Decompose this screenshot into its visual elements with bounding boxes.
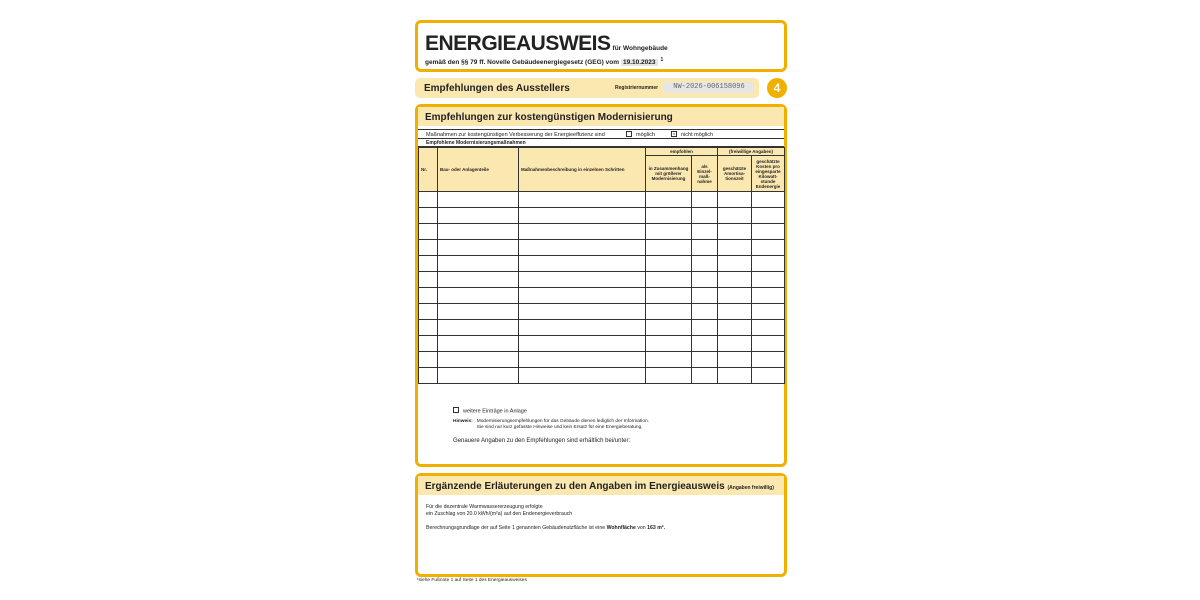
header-component: Bau- oder Anlagenteile xyxy=(438,148,519,192)
table-cell[interactable] xyxy=(419,256,438,272)
checked-checkbox-icon[interactable]: x xyxy=(673,130,675,136)
checkbox-icon[interactable] xyxy=(453,407,459,413)
explanations-section xyxy=(415,473,787,577)
table-cell[interactable] xyxy=(519,336,646,352)
table-cell[interactable] xyxy=(438,352,519,368)
header-description: Maßnahmenbeschreibung in einzelnen Schritten xyxy=(519,148,646,192)
note-line-1: Modernisierungsempfehlungen für das Gebäude dienen lediglich der Information. xyxy=(476,419,649,424)
table-cell[interactable] xyxy=(438,208,519,224)
table-cell[interactable] xyxy=(692,208,718,224)
table-cell[interactable] xyxy=(419,272,438,288)
checkbox-icon[interactable] xyxy=(626,131,632,137)
table-cell[interactable] xyxy=(438,336,519,352)
table-cell[interactable] xyxy=(519,272,646,288)
table-cell[interactable] xyxy=(752,368,785,384)
option-possible[interactable]: möglich xyxy=(626,130,655,140)
efficiency-options-row xyxy=(418,129,784,139)
registration-number: NW-2026-006158096 xyxy=(664,82,754,93)
modernization-section xyxy=(415,104,787,467)
table-cell[interactable] xyxy=(438,192,519,208)
table-cell[interactable] xyxy=(752,256,785,272)
table-cell[interactable] xyxy=(419,352,438,368)
table-cell[interactable] xyxy=(752,208,785,224)
table-cell[interactable] xyxy=(692,336,718,352)
table-cell[interactable] xyxy=(752,240,785,256)
table-cell[interactable] xyxy=(646,368,692,384)
explanations-title-note: (Angaben freiwillig) xyxy=(727,485,774,491)
table-cell[interactable] xyxy=(718,336,752,352)
table-cell[interactable] xyxy=(718,192,752,208)
energy-certificate-page xyxy=(415,20,787,585)
table-cell[interactable] xyxy=(752,304,785,320)
table-cell[interactable] xyxy=(519,320,646,336)
section-bar xyxy=(415,78,759,98)
explanation-line-3: Berechnungsgrundlage der auf Seite 1 genannten Gebäudenutzfläche ist eine Wohnfläche von 163 m². xyxy=(426,525,666,531)
table-cell[interactable] xyxy=(718,288,752,304)
table-cell[interactable] xyxy=(718,256,752,272)
note-line-2: Sie sind nur kurz gefasste Hinweise und kein Ersatz für eine Energieberatung. xyxy=(476,425,643,430)
section-title: Empfehlungen des Ausstellers xyxy=(424,83,570,94)
header-group-recommended: empfohlen xyxy=(646,148,718,156)
measure-rows xyxy=(419,192,785,384)
more-entries-option[interactable]: weitere Einträge in Anlage xyxy=(453,408,527,414)
table-cell[interactable] xyxy=(646,272,692,288)
table-cell[interactable] xyxy=(692,352,718,368)
table-cell[interactable] xyxy=(646,256,692,272)
table-cell[interactable] xyxy=(438,368,519,384)
table-cell[interactable] xyxy=(718,224,752,240)
page-number-badge: 4 xyxy=(767,78,787,98)
table-cell[interactable] xyxy=(752,272,785,288)
table-cell[interactable] xyxy=(752,336,785,352)
header-group-voluntary: (freiwillige Angaben) xyxy=(718,148,785,156)
table-cell[interactable] xyxy=(519,352,646,368)
table-cell[interactable] xyxy=(519,192,646,208)
header-single-measure: als Einzel-maß-nahme xyxy=(692,156,718,192)
table-cell[interactable] xyxy=(646,224,692,240)
legal-basis-line: gemäß den §§ 79 ff. Novelle Gebäudeenergiegesetz (GEG) vom 19.10.2023 $^1$ xyxy=(425,57,664,67)
option-not-possible[interactable]: x nicht möglich xyxy=(673,130,714,138)
table-cell[interactable] xyxy=(419,288,438,304)
table-row xyxy=(419,304,785,320)
header-amortization: geschätzte Amortisa-tionszeit xyxy=(718,156,752,192)
table-cell[interactable] xyxy=(718,352,752,368)
table-cell[interactable] xyxy=(692,368,718,384)
table-cell[interactable] xyxy=(718,240,752,256)
efficiency-text: Maßnahmen zur kostengünstigen Verbesserung der Energieeffizienz sind xyxy=(426,132,605,138)
table-cell[interactable] xyxy=(419,208,438,224)
table-cell[interactable] xyxy=(519,208,646,224)
recommended-measures-label: Empfohlene Modernisierungsmaßnahmen xyxy=(418,139,784,147)
explanations-title: Ergänzende Erläuterungen zu den Angaben im Energieausweis (Angaben freiwillig) xyxy=(418,476,784,495)
table-cell[interactable] xyxy=(519,256,646,272)
registration-label: Registriernummer xyxy=(615,85,659,91)
table-header-row-groups xyxy=(419,148,785,156)
explanations-body xyxy=(426,504,665,532)
table-cell[interactable] xyxy=(692,256,718,272)
law-date-field: 19.10.2023 xyxy=(622,59,656,67)
table-row xyxy=(419,256,785,272)
note-label: Hinweis: xyxy=(453,419,473,424)
table-cell[interactable] xyxy=(438,304,519,320)
table-cell[interactable] xyxy=(438,320,519,336)
table-cell[interactable] xyxy=(419,320,438,336)
table-cell[interactable] xyxy=(419,192,438,208)
table-cell[interactable] xyxy=(646,192,692,208)
table-cell[interactable] xyxy=(692,272,718,288)
table-cell[interactable] xyxy=(692,224,718,240)
title-suffix: für Wohngebäude xyxy=(612,45,668,52)
footnote: ¹siehe Fußnote 1 auf Seite 1 des Energieausweises xyxy=(417,578,527,583)
header-nr: Nr. xyxy=(419,148,438,192)
table-cell[interactable] xyxy=(419,368,438,384)
table-row xyxy=(419,336,785,352)
table-cell[interactable] xyxy=(419,240,438,256)
table-cell[interactable] xyxy=(692,240,718,256)
table-cell[interactable] xyxy=(519,368,646,384)
table-cell[interactable] xyxy=(519,224,646,240)
table-row xyxy=(419,192,785,208)
table-cell[interactable] xyxy=(646,208,692,224)
table-row xyxy=(419,272,785,288)
table-cell[interactable] xyxy=(519,240,646,256)
table-cell[interactable] xyxy=(438,224,519,240)
contact-text: Genauere Angaben zu den Empfehlungen sind erhältlich bei/unter: xyxy=(453,438,631,444)
header-in-context: in Zusammenhang mit größerer Modernisierung xyxy=(646,156,692,192)
modernization-title: Empfehlungen zur kostengünstigen Modernisierung xyxy=(418,107,784,126)
table-cell[interactable] xyxy=(718,368,752,384)
table-cell[interactable] xyxy=(419,224,438,240)
table-cell[interactable] xyxy=(438,256,519,272)
table-cell[interactable] xyxy=(692,320,718,336)
table-cell[interactable] xyxy=(718,272,752,288)
table-cell[interactable] xyxy=(692,304,718,320)
table-cell[interactable] xyxy=(646,240,692,256)
table-row xyxy=(419,288,785,304)
table-cell[interactable] xyxy=(752,192,785,208)
table-row xyxy=(419,208,785,224)
table-cell[interactable] xyxy=(718,304,752,320)
explanation-line-1: Für die dezentrale Warmwassererzeugung erfolgte xyxy=(426,504,543,510)
table-row xyxy=(419,240,785,256)
table-cell[interactable] xyxy=(519,288,646,304)
measures-table xyxy=(418,147,785,384)
explanation-line-2: ein Zuschlag von 20.0 kWh/(m²a) auf den Endenergieverbrauch xyxy=(426,511,573,517)
table-cell[interactable] xyxy=(419,336,438,352)
table-row xyxy=(419,352,785,368)
table-cell[interactable] xyxy=(646,304,692,320)
table-cell[interactable] xyxy=(646,320,692,336)
table-cell[interactable] xyxy=(692,192,718,208)
certificate-title: ENERGIEAUSWEIS für Wohngebäude xyxy=(425,32,668,55)
table-row xyxy=(419,320,785,336)
table-cell[interactable] xyxy=(752,288,785,304)
table-cell[interactable] xyxy=(692,288,718,304)
table-cell[interactable] xyxy=(438,240,519,256)
table-cell[interactable] xyxy=(438,272,519,288)
note-block xyxy=(453,419,649,431)
table-cell[interactable] xyxy=(419,304,438,320)
table-cell[interactable] xyxy=(438,288,519,304)
table-cell[interactable] xyxy=(718,320,752,336)
table-cell[interactable] xyxy=(646,288,692,304)
header-costs: geschätzte Kosten pro eingesparte Kilowatt-stunde Endenergie xyxy=(752,156,785,192)
table-row xyxy=(419,224,785,240)
table-row xyxy=(419,368,785,384)
table-cell[interactable] xyxy=(752,352,785,368)
footnote-mark: 1 xyxy=(660,57,664,63)
table-cell[interactable] xyxy=(718,208,752,224)
table-cell[interactable] xyxy=(646,352,692,368)
table-cell[interactable] xyxy=(646,336,692,352)
certificate-header xyxy=(415,20,787,72)
table-cell[interactable] xyxy=(752,320,785,336)
table-cell[interactable] xyxy=(519,304,646,320)
table-cell[interactable] xyxy=(752,224,785,240)
